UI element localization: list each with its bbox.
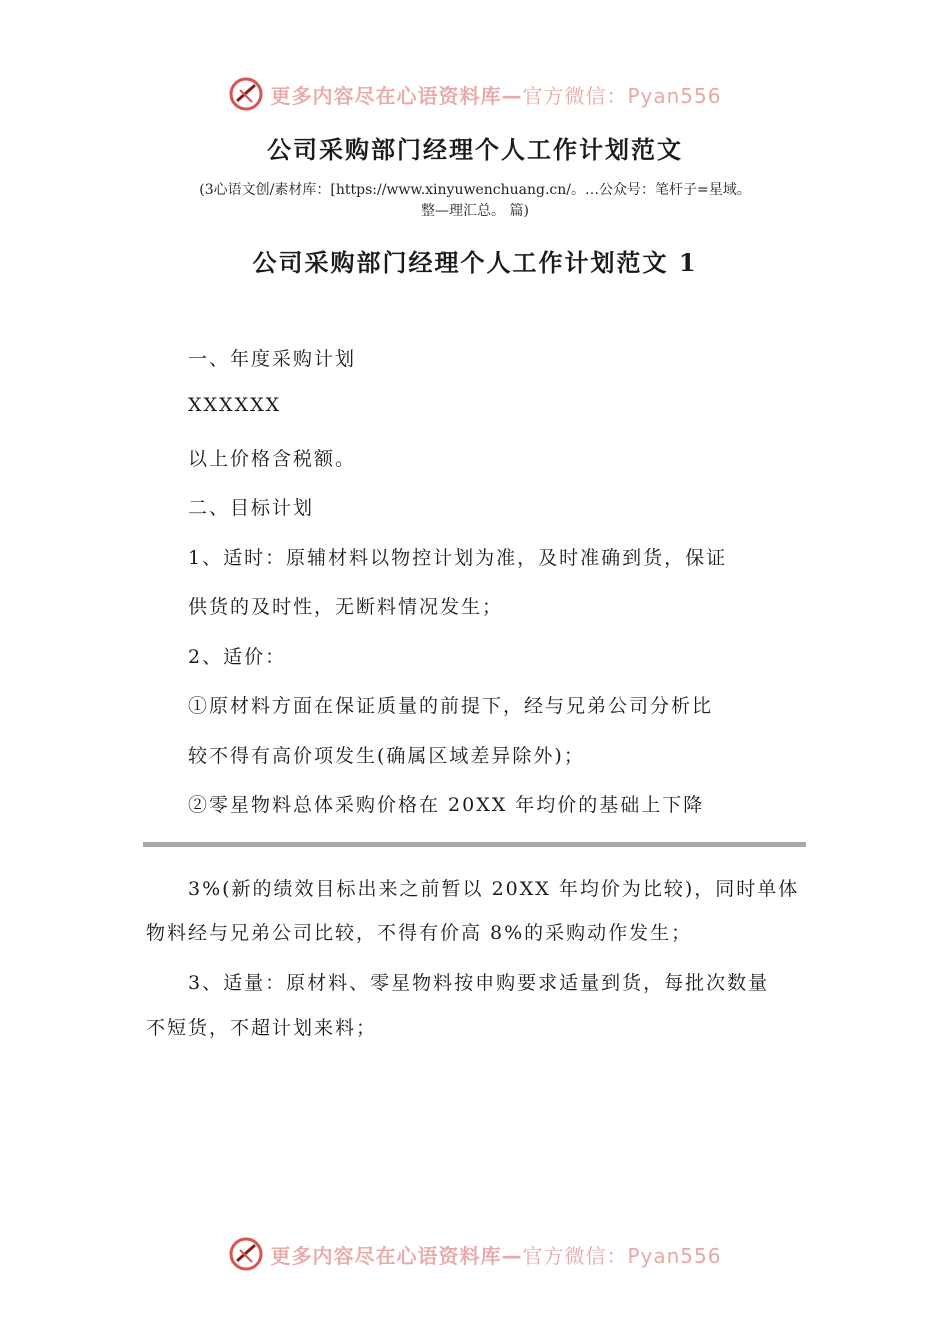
paragraph: 2、适价： (188, 646, 287, 668)
source-line-2: 整—理汇总。 篇) (421, 203, 529, 219)
paragraph: ①原材料方面在保证质量的前提下，经与兄弟公司分析比 (188, 695, 714, 717)
paragraph: 1、适时：原辅材料以物控计划为准，及时准确到货，保证 (188, 547, 728, 569)
logo-icon (228, 76, 264, 112)
banner-text: 更多内容尽在心语资料库—官方微信：Pyan556 (270, 1243, 722, 1268)
paragraph: 较不得有高价项发生(确属区域差异除外)； (188, 745, 585, 767)
paragraph: 二、目标计划 (188, 497, 315, 519)
paragraph: 以上价格含税额。 (188, 448, 357, 470)
footer-banner (0, 1232, 950, 1276)
paragraph: 不短货，不超计划来料； (146, 1017, 378, 1039)
paragraph: 3、适量：原材料、零星物料按申购要求适量到货，每批次数量 (188, 972, 770, 994)
paragraph: ②零星物料总体采购价格在 20XX 年均价的基础上下降 (188, 794, 705, 816)
source-line-1: (3心语文创/素材库：[https://www.xinyuwenchuang.cn/。…公众号：笔杆子=星域。 (199, 182, 751, 198)
source-note (130, 180, 820, 222)
page-divider (143, 842, 806, 847)
paragraph: 物料经与兄弟公司比较，不得有价高 8%的采购动作发生； (146, 922, 693, 944)
section-title: 公司采购部门经理个人工作计划范文 1 (252, 248, 698, 277)
header-banner (0, 72, 950, 116)
logo-icon (228, 1236, 264, 1272)
paragraph: 一、年度采购计划 (188, 348, 357, 370)
paragraph: 3%(新的绩效目标出来之前暂以 20XX 年均价为比较)，同时单体 (188, 878, 800, 900)
document-title: 公司采购部门经理个人工作计划范文 (267, 135, 683, 164)
banner-text: 更多内容尽在心语资料库—官方微信：Pyan556 (270, 83, 722, 108)
paragraph: XXXXXX (188, 394, 282, 416)
paragraph: 供货的及时性，无断料情况发生； (188, 596, 504, 618)
